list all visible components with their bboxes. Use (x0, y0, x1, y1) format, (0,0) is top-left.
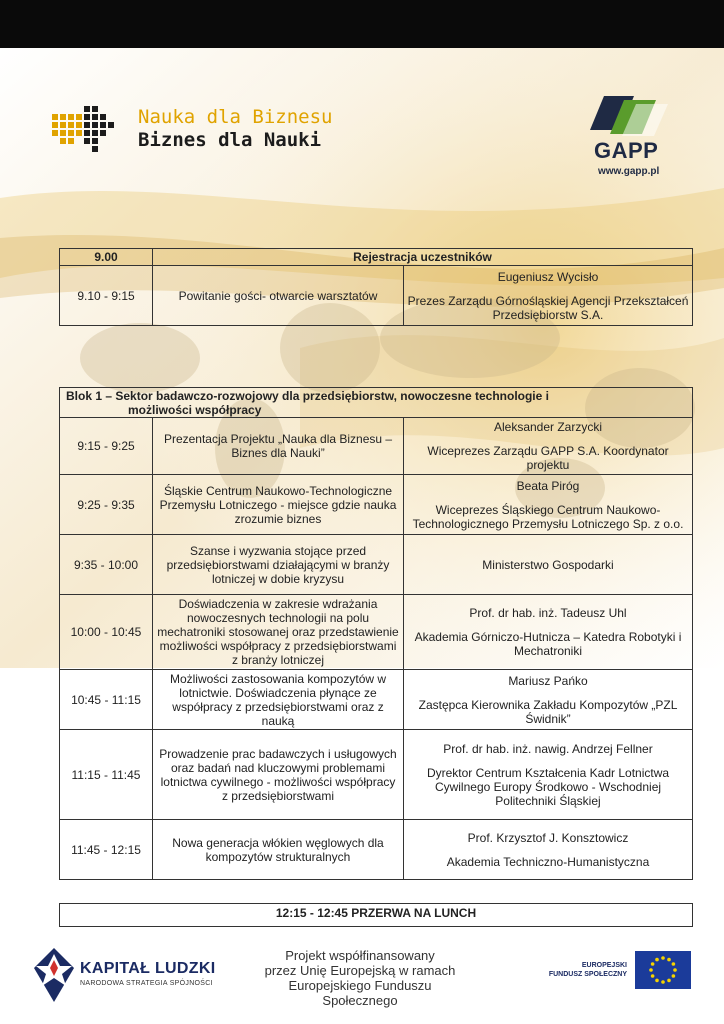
session-topic: Nowa generacja włókien węglowych dla kompozytów strukturalnych (153, 820, 404, 880)
eu-star-icon (667, 979, 671, 983)
kapital-ludzki-emblem-icon (34, 948, 74, 1002)
efs-label (545, 961, 627, 979)
table-row (60, 249, 693, 266)
top-bar (0, 0, 724, 48)
session-speaker-cell (404, 820, 693, 880)
block-header-row (60, 388, 693, 418)
session-speaker-cell (404, 535, 693, 595)
welcome-time: 9.10 - 9:15 (60, 266, 153, 326)
project-line-1: Projekt współfinansowany (285, 948, 435, 963)
session-time: 10:00 - 10:45 (60, 595, 153, 670)
welcome-topic: Powitanie gości- otwarcie warsztatów (153, 266, 404, 326)
session-time: 11:45 - 12:15 (60, 820, 153, 880)
speaker-name: Mariusz Pańko (508, 673, 588, 688)
speaker-name: Prof. Krzysztof J. Konsztowicz (467, 830, 629, 845)
speaker-role: Akademia Techniczno-Humanistyczna (446, 854, 650, 869)
logo-text (138, 106, 332, 152)
session-speaker-cell (404, 670, 693, 730)
speaker-role: Akademia Górniczo-Hutnicza – Katedra Robotyki i Mechatroniki (414, 630, 682, 658)
speaker-name: Aleksander Zarzycki (493, 420, 603, 434)
block-title-line-2: możliwości współpracy (128, 402, 262, 417)
speaker-name: Prof. dr hab. inż. nawig. Andrzej Fellner (443, 741, 653, 756)
eu-star-icon (651, 962, 655, 966)
session-topic: Prezentacja Projektu „Nauka dla Biznesu – Biznes dla Nauki” (153, 418, 404, 475)
session-topic: Szanse i wyzwania stojące przed przedsiębiorstwami działającymi w branży lotniczej w dobie kryzysu (153, 535, 404, 595)
kapital-ludzki-subtitle: NARODOWA STRATEGIA SPÓJNOŚCI (80, 980, 213, 987)
session-topic: Prowadzenie prac badawczych i usługowych oraz badań nad kluczowymi problemami lotnictwa cywilnego - możliwości współpracy z przedsiębiorstwami (153, 730, 404, 820)
gapp-url: www.gapp.pl (598, 166, 660, 177)
logo-line-2: Biznes dla Nauki (138, 129, 322, 151)
speaker-role: Wiceprezes Śląskiego Centrum Naukowo-Technologicznego Przemysłu Lotniczego Sp. z o.o. (412, 502, 684, 531)
speaker-role: Ministerstwo Gospodarki (482, 557, 614, 572)
eu-flag-icon (635, 951, 691, 989)
speaker-role: Zastępca Kierownika Zakładu Kompozytów „PZL Świdnik” (418, 697, 678, 726)
table-row (60, 670, 693, 730)
eu-star-icon (655, 958, 659, 962)
nauka-biznes-logo-icon (52, 100, 132, 158)
speaker-name: Beata Piróg (516, 478, 580, 493)
table-row (60, 595, 693, 670)
welcome-speaker-cell (404, 266, 693, 326)
project-line-3: Europejskiego Funduszu Społecznego (288, 978, 432, 1008)
lunch-break: 12:15 - 12:45 PRZERWA NA LUNCH (59, 903, 693, 927)
session-speaker-cell (404, 730, 693, 820)
logo-line-1: Nauka dla Biznesu (138, 106, 333, 128)
block-title-cell (60, 388, 693, 418)
project-line-2: przez Unię Europejską w ramach (264, 963, 456, 978)
session-speaker-cell (404, 418, 693, 475)
session-topic: Śląskie Centrum Naukowo-Technologiczne Przemysłu Lotniczego - miejsce gdzie nauka zrozumie biznes (153, 475, 404, 535)
registration-table (59, 248, 693, 326)
session-speaker-cell (404, 475, 693, 535)
session-time: 11:15 - 11:45 (60, 730, 153, 820)
table-row (60, 730, 693, 820)
speaker-name: Prof. dr hab. inż. Tadeusz Uhl (469, 606, 627, 620)
eu-star-icon (672, 974, 676, 978)
gapp-name: GAPP (594, 138, 659, 163)
session-topic: Możliwości zastosowania kompozytów w lotnictwie. Doświadczenia płynące ze współpracy z przedsiębiorstwami oraz z nauką (153, 670, 404, 730)
eu-star-icon (661, 980, 665, 984)
eu-star-icon (651, 974, 655, 978)
speaker-role: Prezes Zarządu Górnośląskiej Agencji Przekształceń Przedsiębiorstw S.A. (407, 293, 689, 322)
session-time: 10:45 - 11:15 (60, 670, 153, 730)
block-title-line-1: Blok 1 – Sektor badawczo-rozwojowy dla przedsiębiorstw, nowoczesne technologie i (66, 388, 549, 403)
speaker-role: Dyrektor Centrum Kształcenia Kadr Lotnictwa Cywilnego Europy Środkowo - Wschodniej Politechniki Śląskiej (426, 765, 670, 808)
block1-table (59, 387, 693, 880)
session-time: 9:35 - 10:00 (60, 535, 153, 595)
table-row (60, 820, 693, 880)
table-row (60, 418, 693, 475)
kapital-ludzki-title: KAPITAŁ LUDZKI (80, 960, 216, 977)
eu-star-icon (649, 968, 653, 972)
eu-star-icon (661, 956, 665, 960)
efs-line-2: FUNDUSZ SPOŁECZNY (548, 971, 627, 978)
session-speaker-cell (404, 595, 693, 670)
eu-star-icon (655, 979, 659, 983)
table-row (60, 535, 693, 595)
registration-time: 9.00 (60, 249, 153, 266)
project-note (250, 948, 470, 1008)
efs-line-1: EUROPEJSKI (581, 962, 627, 969)
table-row (60, 475, 693, 535)
eu-star-icon (673, 968, 677, 972)
speaker-role: Wiceprezes Zarządu GAPP S.A. Koordynator projektu (427, 444, 669, 472)
table-row (60, 266, 693, 326)
eu-star-icon (672, 962, 676, 966)
session-time: 9:15 - 9:25 (60, 418, 153, 475)
session-topic: Doświadczenia w zakresie wdrażania nowoczesnych technologii na polu mechatroniki stosowanej oraz przedstawienie możliwości współpracy z przedsiębiorstwami z branży lotniczej (153, 595, 404, 670)
speaker-name: Eugeniusz Wycisło (497, 269, 599, 284)
gapp-logo-icon (590, 96, 670, 138)
session-time: 9:25 - 9:35 (60, 475, 153, 535)
registration-title: Rejestracja uczestników (153, 249, 693, 266)
eu-star-icon (667, 958, 671, 962)
